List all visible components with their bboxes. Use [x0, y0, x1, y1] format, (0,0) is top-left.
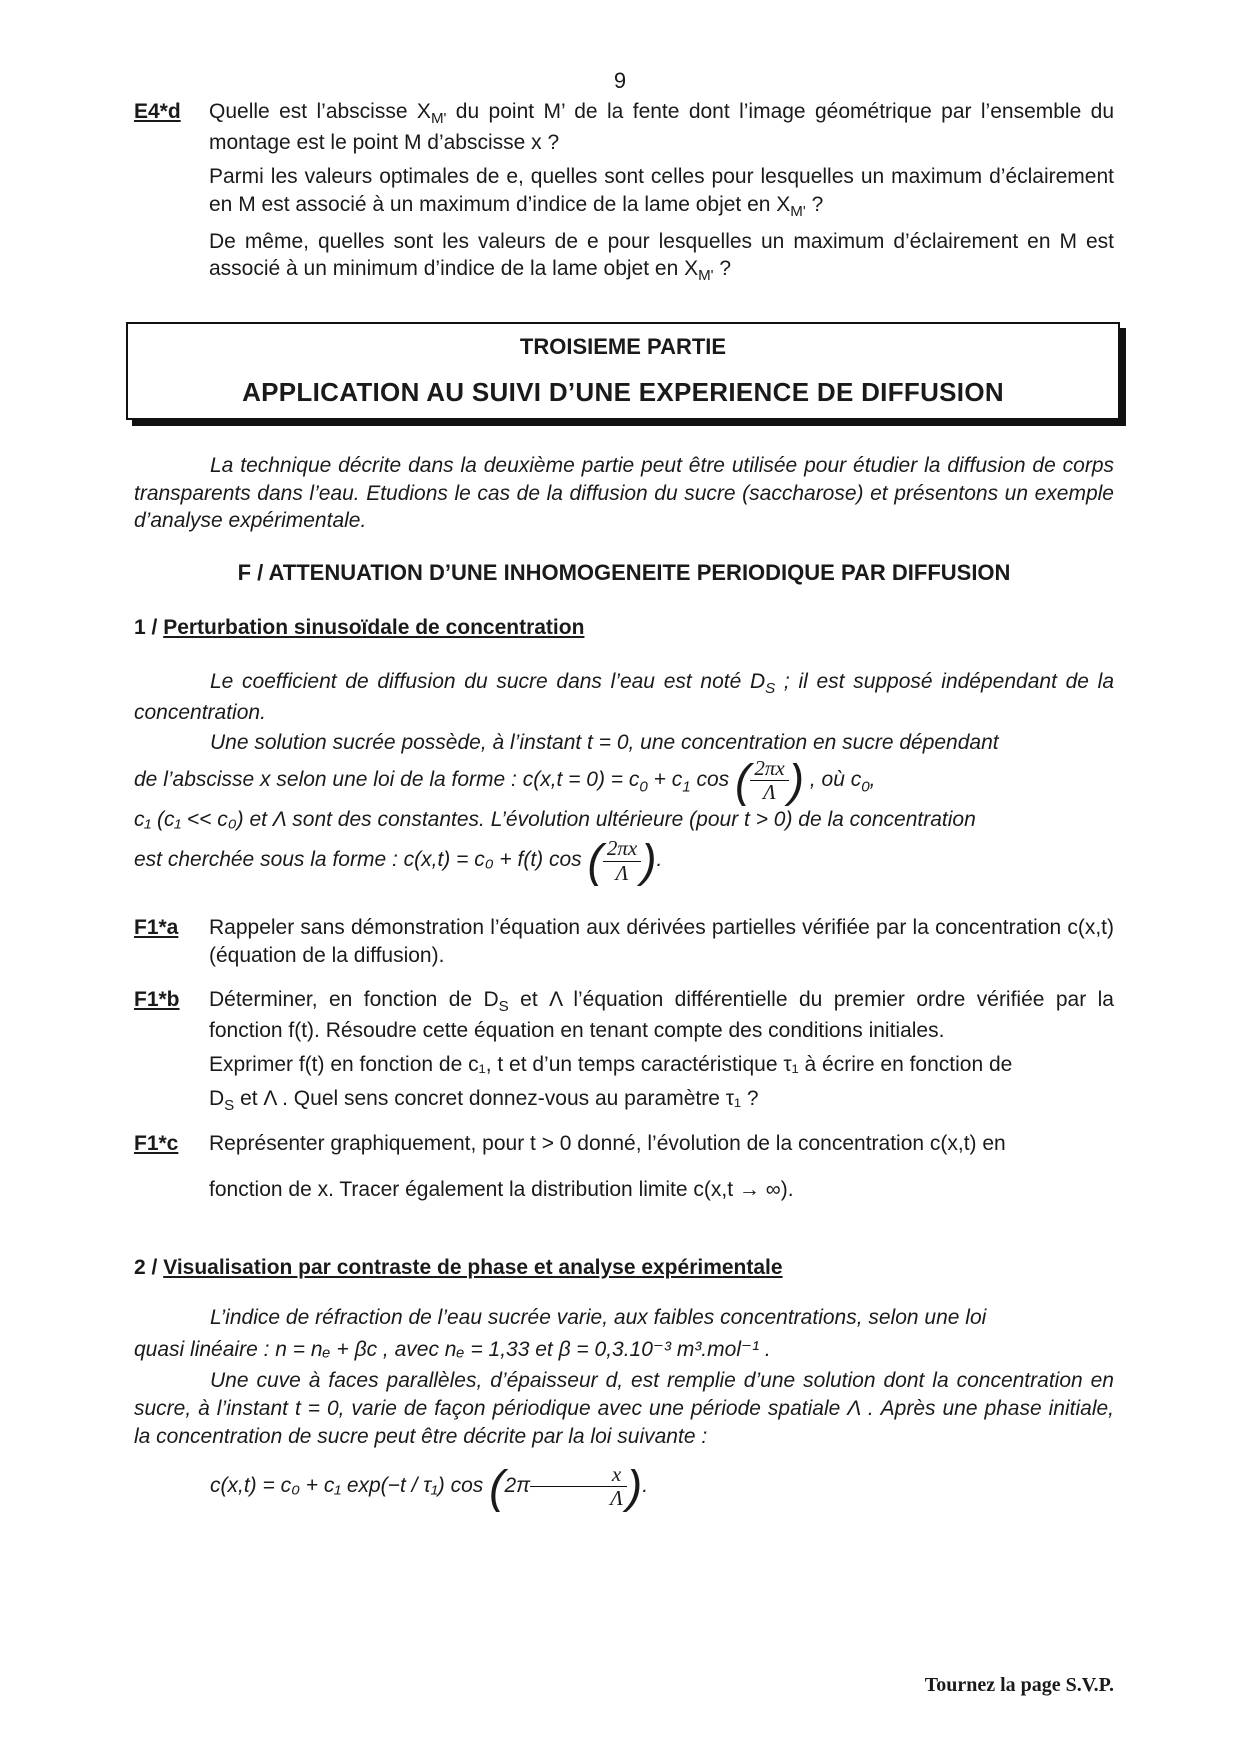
subsection-2-text: L’indice de réfraction de l’eau sucrée varie, aux faibles concentrations, selon une loi quasi linéaire : n = nₑ + βc , avec nₑ = 1,33 et β = 0,3.10⁻³ m³.mol⁻¹ . Une cuve à faces parallèles, d’épaisseur d, est remplie d’une solution dont la concentration en sucre, à l’instant t = 0, varie de façon périodique avec une période spatiale Λ . Après une phase initiale, la concentration de sucre peut être décrite par la loi suivante : c(x,t) = c₀ + c₁ exp(−t / τ₁) cos (2π $\frac{x}{\Lambda}$ ). — [134, 1306, 1114, 1513]
subsection-1-text: Le coefficient de diffusion du sucre dans l’eau est noté $D_S$ ; il est supposé indépendant de la concentration. Une solution sucrée possède, à l’instant t = 0, une concentration en sucre dépendant de l’abscisse x selon une loi de la forme : $c(x,t = 0) = c_0 + c_1$ cos ( $\frac{2\pi x}{\Lambda}$ ) , où $c_0$, c₁ (c₁ << c₀) et Λ sont des constantes. L’évolution ultérieure (pour t > 0) de la concentration est cherchée sous la forme : c(x,t) = c₀ + f(t) cos ( $\frac{2\pi x}{\Lambda}$ ). — [134, 670, 1114, 888]
question-text: Quelle est l’abscisse $X_{M'}$ du point M’ de la fente dont l’image géométrique par l’ensemble du montage est le point M d’abscisse x ? — [209, 100, 1115, 155]
question-label: F1*a — [134, 916, 179, 939]
question-label: F1*b — [134, 988, 180, 1011]
question-text: $D_S$ et Λ . Quel sens concret donnez-vous au paramètre τ₁ ? — [209, 1086, 759, 1114]
part-subtitle: TROISIEME PARTIE — [519, 334, 727, 359]
fraction: $\frac{x}{\Lambda}$ — [530, 1463, 627, 1510]
footer-note: Tournez la page S.V.P. — [924, 1674, 1114, 1696]
part-header-box — [126, 322, 1120, 420]
fraction: $\frac{2\pi x}{\Lambda}$ — [603, 837, 641, 884]
fraction: $\frac{2\pi x}{\Lambda}$ — [750, 757, 788, 804]
subsection-2-heading: 2 / Visualisation par contraste de phase et analyse expérimentale — [134, 1256, 783, 1279]
intro-paragraph: La technique décrite dans la deuxième partie peut être utilisée pour étudier la diffusion de corps transparents dans l’eau. Etudions le cas de la diffusion du sucre (saccharose) et présentons un exemple d’analyse expérimentale. — [134, 454, 1114, 533]
question-text: De même, quelles sont les valeurs de e pour lesquelles un maximum d’éclairement en M est associé à un minimum d’indice de la lame objet en $X_{M'}$ ? — [209, 229, 1114, 285]
question-e4d — [134, 98, 1114, 293]
question-text: Représenter graphiquement, pour t > 0 donné, l’évolution de la concentration c(x,t) en — [209, 1132, 1006, 1155]
question-f1b — [134, 986, 1114, 1122]
question-text: fonction de x. Tracer également la distribution limite c(x,t → ∞). — [209, 1177, 794, 1201]
question-f1c — [134, 1130, 1114, 1209]
question-text: Rappeler sans démonstration l’équation aux dérivées partielles vérifiée par la concentration c(x,t) (équation de la diffusion). — [209, 916, 1114, 967]
question-f1a — [134, 914, 1114, 975]
question-label: E4*d — [134, 100, 181, 123]
page-number: 9 — [613, 68, 627, 93]
question-label: F1*c — [134, 1132, 179, 1155]
question-text: Parmi les valeurs optimales de e, quelles sont celles pour lesquelles un maximum d’éclairement en M est associé à un maximum d’indice de la lame objet en $X_{M'}$ ? — [209, 164, 1114, 220]
subsection-1-heading: 1 / Perturbation sinusoïdale de concentration — [134, 616, 585, 639]
part-title: APPLICATION AU SUIVI D’UNE EXPERIENCE DE DIFFUSION — [242, 377, 1004, 408]
question-text: Exprimer f(t) en fonction de c₁, t et d’un temps caractéristique τ₁ à écrire en fonction de — [209, 1052, 1013, 1076]
section-heading-f: F / ATTENUATION D’UNE INHOMOGENEITE PERIODIQUE PAR DIFFUSION — [237, 560, 1011, 585]
question-text: Déterminer, en fonction de $D_S$ et Λ l’équation différentielle du premier ordre vérifiée par la fonction f(t). Résoudre cette équation en tenant compte des conditions initiales. — [209, 988, 1114, 1043]
